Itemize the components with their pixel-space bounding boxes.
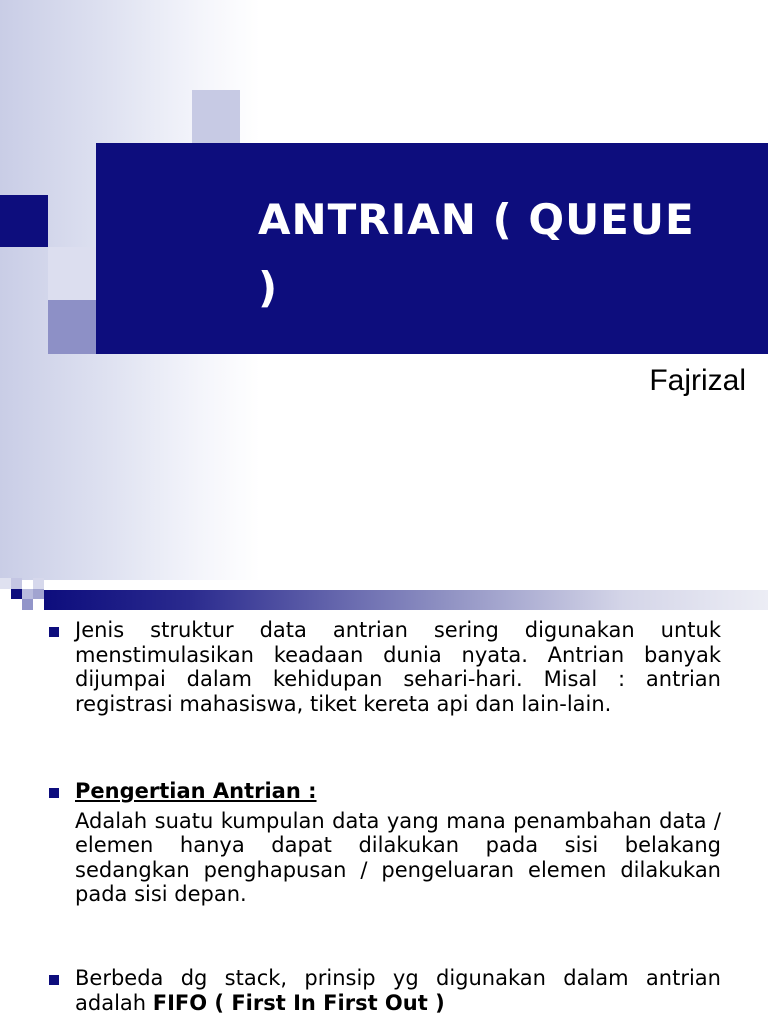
decor-mini-square (0, 578, 11, 589)
decor-mini-square (11, 589, 22, 599)
slide-title: ANTRIAN ( QUEUE ) (258, 195, 695, 312)
decor-mini-square (33, 578, 44, 589)
header-divider-bar (44, 590, 768, 610)
decor-square (48, 247, 96, 300)
bullet-marker (49, 627, 59, 637)
decor-mini-square (22, 589, 33, 599)
bullet-text: Berbeda dg stack, prinsip yg digunakan dalam antrian adalah (75, 966, 721, 1015)
bullet-item (75, 779, 721, 907)
bullet-marker (49, 975, 59, 985)
bullet-text: Jenis struktur data antrian sering digunakan untuk menstimulasikan keadaan dunia nyata. Antrian banyak dijumpai dalam kehidupan sehari-hari. Misal : antrian registrasi mahasiswa, tiket kereta api dan lain-lain. (75, 618, 721, 716)
decor-mini-square (22, 599, 33, 610)
bullet-marker (49, 788, 59, 798)
decor-mini-square (11, 578, 22, 589)
bullet-text: Adalah suatu kumpulan data yang mana penambahan data / elemen hanya dapat dilakukan pada sisi belakang sedangkan penghapusan / pengeluaran elemen dilakukan pada sisi depan. (75, 808, 721, 906)
decor-square (192, 90, 240, 143)
bullet-item (75, 618, 721, 716)
left-accent-band (0, 195, 48, 247)
decor-mini-square (33, 589, 44, 599)
bullet-emphasis: FIFO ( First In First Out ) (152, 990, 445, 1015)
author-name: Fajrizal (649, 364, 746, 397)
bullet-item (75, 966, 721, 1015)
decor-square (48, 300, 96, 354)
bullet-heading: Pengertian Antrian : (75, 779, 317, 803)
